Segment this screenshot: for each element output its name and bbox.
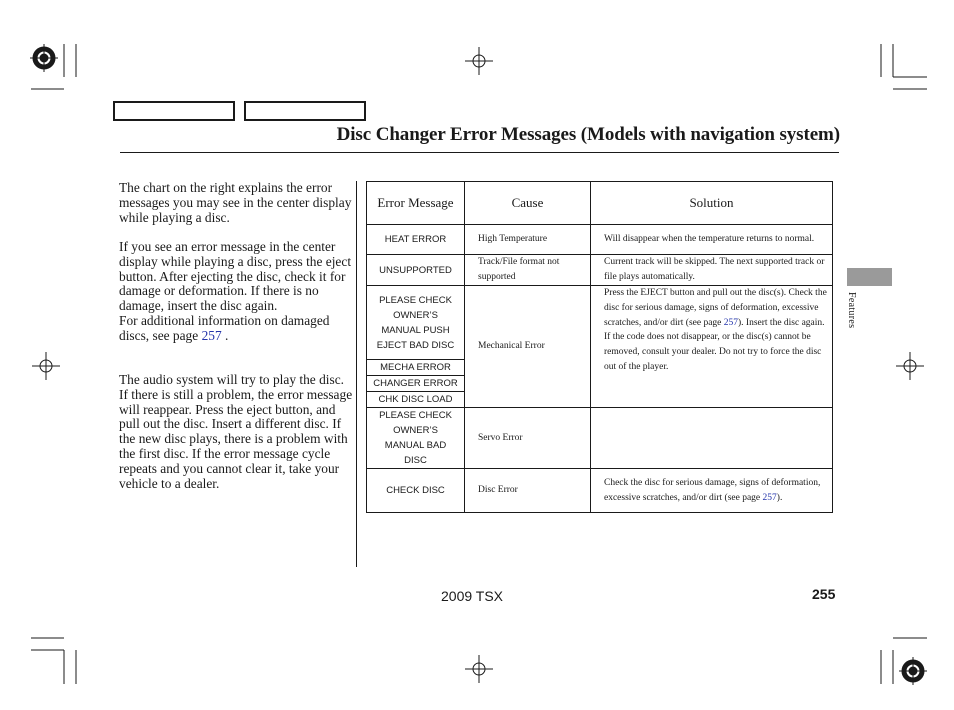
header-cause: Cause bbox=[465, 182, 591, 225]
table-row bbox=[367, 469, 833, 513]
cause-cell: Servo Error bbox=[465, 408, 591, 469]
cause-cell: Mechanical Error bbox=[465, 286, 591, 408]
header-error-message: Error Message bbox=[367, 182, 465, 225]
page-title: Disc Changer Error Messages (Models with navigation system) bbox=[336, 124, 840, 145]
message-cell: HEAT ERROR bbox=[367, 225, 465, 255]
solution-text: Check the disc for serious damage, signs of deformation, excessive scratches, and/or dirt (see page bbox=[604, 477, 821, 503]
message-cell: MECHA ERROR bbox=[367, 360, 465, 376]
table-row bbox=[367, 408, 833, 469]
message-cell: UNSUPPORTED bbox=[367, 255, 465, 286]
solution-cell bbox=[591, 469, 833, 513]
intro-paragraph-4: The audio system will try to play the disc. If there is still a problem, the error message will reappear. Press the eject button, and pull out the disc. Insert a different disc. If the new disc plays, there is a problem with the first disc. If the error message cycle repeats and you cannot clear it, take your vehicle to a dealer. bbox=[119, 372, 353, 491]
solution-cell-empty bbox=[591, 408, 833, 469]
message-cell: PLEASE CHECK OWNER’S MANUAL PUSH EJECT BAD DISC bbox=[367, 286, 465, 360]
intro-paragraph-2: If you see an error message in the center display while playing a disc, press the eject button. After ejecting the disc, check it for damage or deformation. If there is no damage, insert the disc again. bbox=[119, 239, 352, 314]
header-solution: Solution bbox=[591, 182, 833, 225]
cause-cell: High Temperature bbox=[465, 225, 591, 255]
table-header-row bbox=[367, 182, 833, 225]
footer-model: 2009 TSX bbox=[441, 588, 504, 604]
cause-cell: Track/File format not supported bbox=[465, 255, 591, 286]
table-row bbox=[367, 225, 833, 255]
table-row bbox=[367, 255, 833, 286]
header-tab-right bbox=[244, 101, 366, 121]
error-message-table bbox=[366, 181, 833, 513]
cause-cell: Disc Error bbox=[465, 469, 591, 513]
message-cell: PLEASE CHECK OWNER’S MANUAL BAD DISC bbox=[367, 408, 465, 469]
message-cell: CHANGER ERROR bbox=[367, 376, 465, 392]
page-number: 255 bbox=[812, 586, 836, 602]
intro-paragraph-1: The chart on the right explains the error messages you may see in the center display while playing a disc. bbox=[119, 180, 352, 225]
table-row bbox=[367, 286, 833, 360]
header-tab-left bbox=[113, 101, 235, 121]
solution-cell bbox=[591, 286, 833, 408]
intro-text-3 bbox=[119, 373, 355, 491]
title-rule bbox=[120, 152, 839, 153]
intro-text-2 bbox=[119, 240, 355, 344]
intro-text bbox=[119, 181, 355, 225]
intro-paragraph-3 bbox=[119, 314, 355, 344]
solution-text-end: ). bbox=[776, 492, 783, 503]
solution-text: Press the EJECT button and pull out the disc(s). Check the disc for serious damage, signs of deformation, excessive scratches, and/or dirt (see page bbox=[604, 288, 827, 328]
page-ref-end: . bbox=[225, 327, 229, 343]
message-cell: CHK DISC LOAD bbox=[367, 392, 465, 408]
features-tab-marker bbox=[847, 268, 892, 286]
features-tab-label: Features bbox=[846, 292, 857, 329]
message-cell: CHECK DISC bbox=[367, 469, 465, 513]
page-link-257[interactable]: 257 bbox=[723, 317, 739, 328]
column-divider bbox=[356, 181, 357, 567]
page-link-257[interactable]: 257 bbox=[762, 492, 777, 503]
solution-cell: Will disappear when the temperature returns to normal. bbox=[591, 225, 833, 255]
page-ref-text: For additional information on damaged discs, see page bbox=[119, 312, 330, 343]
solution-cell: Current track will be skipped. The next supported track or file plays automatically. bbox=[591, 255, 833, 286]
page-link-257[interactable]: 257 bbox=[201, 327, 222, 343]
solution-text-end: ). Insert the disc again. If the code does not disappear, or the disc(s) cannot be removed, consult your dealer. Do not try to force the disc out of the player. bbox=[604, 317, 825, 372]
